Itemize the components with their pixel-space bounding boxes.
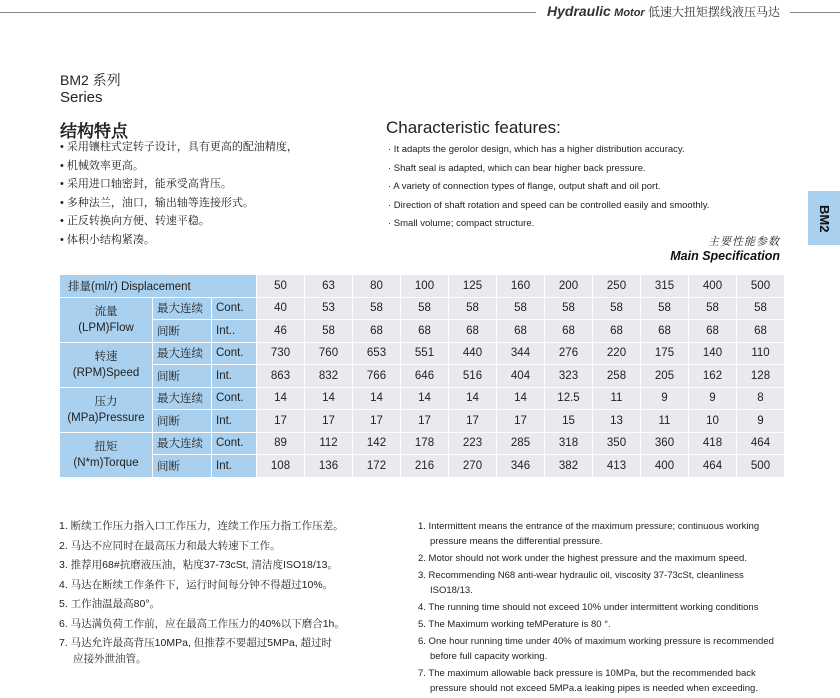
- note-en-item: 1. Intermittent means the entrance of the maximum pressure; continuous working pressure means the differential pressure.: [418, 521, 760, 547]
- condition-cn: 间断: [153, 410, 211, 432]
- feature-en-item: · Shaft seal is adapted, which can bear higher back pressure.: [388, 162, 646, 174]
- spec-row: [60, 455, 784, 477]
- spec-value: 68: [593, 320, 640, 342]
- spec-value: 11: [641, 410, 688, 432]
- spec-value: 766: [353, 365, 400, 387]
- side-tab-label: BM2: [817, 205, 832, 233]
- feature-cn-item: • 正反转换向方便、转速平稳。: [60, 215, 210, 227]
- spec-value: 10: [689, 410, 736, 432]
- note-en-item: 3. Recommending N68 anti-wear hydraulic oil, viscosity 37-73cSt, cleanliness ISO18/13.: [418, 570, 744, 596]
- spec-value: 220: [593, 343, 640, 365]
- series-cn: BM2 系列: [60, 72, 121, 88]
- spec-value: 276: [545, 343, 592, 365]
- spec-value: 653: [353, 343, 400, 365]
- spec-value: 172: [353, 455, 400, 477]
- spec-value: 68: [545, 320, 592, 342]
- spec-value: 500: [737, 455, 784, 477]
- note-cn-item: [59, 518, 345, 534]
- condition-en: Int.: [212, 365, 256, 387]
- spec-value: 9: [641, 388, 688, 410]
- condition-cn: 间断: [153, 365, 211, 387]
- note-cn-line: 3. 推荐用68#抗磨液压油，粘度37-73cSt, 清洁度ISO18/13。: [59, 559, 338, 571]
- series-en: Series: [60, 89, 103, 106]
- spec-value: 9: [737, 410, 784, 432]
- spec-value: 730: [257, 343, 304, 365]
- condition-en: Int..: [212, 320, 256, 342]
- condition-cn: 最大连续: [153, 433, 211, 455]
- note-cn-line: 5. 工作油温最高80°。: [59, 598, 161, 610]
- note-cn-item: [59, 635, 345, 667]
- spec-value: 270: [449, 455, 496, 477]
- spec-value: 58: [305, 320, 352, 342]
- spec-value: 216: [401, 455, 448, 477]
- note-cn-line: 6. 马达满负荷工作前，应在最高工作压力的40%以下磨合1h。: [59, 617, 345, 630]
- spec-value: 162: [689, 365, 736, 387]
- features-cn-list: [60, 139, 298, 250]
- condition-en: Int.: [212, 410, 256, 432]
- notes-en-list: [418, 519, 788, 698]
- spec-value: 382: [545, 455, 592, 477]
- spec-value: 108: [257, 455, 304, 477]
- spec-value: 760: [305, 343, 352, 365]
- feature-en-item: · A variety of connection types of flange, output shaft and oil port.: [388, 181, 661, 192]
- displacement-value: 160: [497, 275, 544, 297]
- spec-value: 14: [401, 388, 448, 410]
- note-cn-item: [59, 577, 345, 593]
- spec-value: 68: [353, 320, 400, 342]
- spec-value: 17: [497, 410, 544, 432]
- displacement-value: 50: [257, 275, 304, 297]
- spec-value: 318: [545, 433, 592, 455]
- group-label: [60, 298, 152, 342]
- spec-value: 58: [641, 298, 688, 320]
- feature-en-item: · It adapts the gerolor design, which has a higher distribution accuracy.: [388, 144, 685, 155]
- spec-heading-en: Main Specification: [670, 249, 780, 263]
- note-cn-line: 1. 断续工作压力指入口工作压力，连续工作压力指工作压差。: [59, 520, 344, 532]
- feature-cn-item: • 机械效率更高。: [60, 159, 144, 172]
- header-brand: Hydraulic: [547, 3, 611, 19]
- condition-cn: 最大连续: [153, 298, 211, 320]
- note-en-item: 4. The running time should not exceed 10% under intermittent working conditions: [418, 602, 759, 613]
- spec-value: 14: [305, 388, 352, 410]
- header-motor: Motor: [614, 7, 645, 19]
- spec-value: 17: [353, 410, 400, 432]
- spec-value: 12.5: [545, 388, 592, 410]
- group-label-en: (MPa)Pressure: [67, 411, 145, 424]
- spec-value: 223: [449, 433, 496, 455]
- spec-value: 58: [545, 298, 592, 320]
- features-cn-title: 结构特点: [60, 122, 128, 141]
- feature-cn-item: • 采用镶柱式定转子设计，具有更高的配油精度，: [60, 141, 298, 153]
- note-cn-line: 7. 马达允许最高背压10MPa, 但推荐不要超过5MPa, 超过时: [59, 637, 333, 649]
- spec-value: 14: [449, 388, 496, 410]
- group-label-cn: 转速: [94, 350, 118, 363]
- feature-cn-item: • 采用进口轴密封，能承受高背压。: [60, 178, 232, 190]
- group-label: [60, 388, 152, 432]
- spec-value: 58: [497, 298, 544, 320]
- note-en-item: 5. The Maximum working teMPerature is 80 °.: [418, 619, 611, 630]
- spec-value: 58: [449, 298, 496, 320]
- spec-value: 58: [593, 298, 640, 320]
- spec-value: 68: [641, 320, 688, 342]
- condition-en: Cont.: [212, 388, 256, 410]
- displacement-value: 315: [641, 275, 688, 297]
- spec-heading-cn: 主要性能参数: [708, 236, 780, 248]
- feature-en-item: · Small volume; compact structure.: [388, 218, 535, 229]
- group-label-en: (RPM)Speed: [72, 366, 140, 379]
- spec-value: 464: [737, 433, 784, 455]
- group-label-cn: 扭矩: [94, 440, 118, 453]
- page-header: [0, 0, 840, 24]
- note-cn-line: 应接外泄油管。: [73, 653, 147, 665]
- spec-value: 404: [497, 365, 544, 387]
- note-cn-line: 4. 马达在断续工作条件下，运行时间每分钟不得超过10%。: [59, 578, 334, 591]
- spec-value: 68: [689, 320, 736, 342]
- features-en-list: [388, 143, 709, 236]
- header-rule-right: [790, 12, 840, 13]
- spec-value: 11: [593, 388, 640, 410]
- spec-value: 258: [593, 365, 640, 387]
- spec-value: 53: [305, 298, 352, 320]
- note-cn-line: 2. 马达不应同时在最高压力和最大转速下工作。: [59, 539, 281, 552]
- spec-row: [60, 298, 784, 320]
- spec-value: 46: [257, 320, 304, 342]
- spec-value: 40: [257, 298, 304, 320]
- displacement-value: 80: [353, 275, 400, 297]
- displacement-value: 200: [545, 275, 592, 297]
- spec-value: 175: [641, 343, 688, 365]
- spec-row: [60, 410, 784, 432]
- spec-value: 8: [737, 388, 784, 410]
- feature-en-item: · Direction of shaft rotation and speed can be controlled easily and smoothly.: [388, 199, 710, 211]
- note-cn-item: [59, 596, 345, 612]
- spec-value: 13: [593, 410, 640, 432]
- note-en-item: 6. One hour running time under 40% of maximum working pressure is recommended before full capacity working.: [418, 636, 774, 662]
- spec-value: 17: [305, 410, 352, 432]
- feature-cn-item: • 体积小结构紧凑。: [60, 233, 155, 246]
- group-label-cn: 流量: [94, 305, 118, 318]
- condition-cn: 间断: [153, 455, 211, 477]
- spec-value: 58: [401, 298, 448, 320]
- spec-row: [60, 388, 784, 410]
- displacement-value: 63: [305, 275, 352, 297]
- group-label: [60, 343, 152, 387]
- spec-value: 646: [401, 365, 448, 387]
- displacement-label: 排量(ml/r) Displacement: [60, 275, 256, 297]
- condition-en: Int.: [212, 455, 256, 477]
- spec-value: 516: [449, 365, 496, 387]
- spec-value: 15: [545, 410, 592, 432]
- spec-row: [60, 320, 784, 342]
- spec-value: 14: [497, 388, 544, 410]
- notes-cn-list: [59, 518, 345, 671]
- spec-value: 68: [497, 320, 544, 342]
- spec-value: 205: [641, 365, 688, 387]
- spec-value: 14: [353, 388, 400, 410]
- spec-value: 400: [641, 455, 688, 477]
- displacement-value: 100: [401, 275, 448, 297]
- spec-value: 360: [641, 433, 688, 455]
- spec-value: 285: [497, 433, 544, 455]
- spec-value: 17: [401, 410, 448, 432]
- spec-value: 832: [305, 365, 352, 387]
- side-tab: [808, 191, 840, 245]
- spec-value: 68: [737, 320, 784, 342]
- spec-row: [60, 433, 784, 455]
- condition-cn: 间断: [153, 320, 211, 342]
- header-title: [547, 3, 780, 20]
- spec-value: 418: [689, 433, 736, 455]
- spec-value: 440: [449, 343, 496, 365]
- spec-value: 128: [737, 365, 784, 387]
- note-en-item: 2. Motor should not work under the highest pressure and the maximum speed.: [418, 553, 747, 564]
- condition-en: Cont.: [212, 298, 256, 320]
- spec-value: 68: [401, 320, 448, 342]
- condition-en: Cont.: [212, 433, 256, 455]
- spec-value: 344: [497, 343, 544, 365]
- spec-value: 14: [257, 388, 304, 410]
- spec-value: 112: [305, 433, 352, 455]
- displacement-row: [60, 275, 784, 297]
- series-title: [60, 72, 121, 106]
- spec-value: 89: [257, 433, 304, 455]
- spec-value: 140: [689, 343, 736, 365]
- spec-value: 178: [401, 433, 448, 455]
- spec-row: [60, 365, 784, 387]
- group-label-en: (N*m)Torque: [73, 456, 139, 469]
- spec-value: 17: [257, 410, 304, 432]
- group-label-cn: 压力: [94, 395, 118, 408]
- header-cn: 低速大扭矩摆线液压马达: [648, 5, 781, 19]
- condition-cn: 最大连续: [153, 388, 211, 410]
- condition-cn: 最大连续: [153, 343, 211, 365]
- feature-cn-item: • 多种法兰，油口，输出轴等连接形式。: [60, 196, 254, 209]
- header-rule-left: [0, 12, 536, 13]
- note-en-item: 7. The maximum allowable back pressure is 10MPa, but the recommended back pressure should not exceed 5MPa.a leaking pipes is needed when exceeding.: [418, 668, 758, 694]
- spec-value: 68: [449, 320, 496, 342]
- spec-value: 110: [737, 343, 784, 365]
- spec-table: [59, 274, 785, 478]
- spec-value: 323: [545, 365, 592, 387]
- spec-value: 58: [689, 298, 736, 320]
- spec-value: 142: [353, 433, 400, 455]
- spec-value: 9: [689, 388, 736, 410]
- condition-en: Cont.: [212, 343, 256, 365]
- spec-value: 58: [737, 298, 784, 320]
- displacement-value: 500: [737, 275, 784, 297]
- spec-row: [60, 343, 784, 365]
- spec-value: 346: [497, 455, 544, 477]
- spec-value: 413: [593, 455, 640, 477]
- displacement-value: 125: [449, 275, 496, 297]
- spec-value: 136: [305, 455, 352, 477]
- displacement-value: 250: [593, 275, 640, 297]
- note-cn-item: [59, 538, 345, 554]
- note-cn-item: [59, 616, 345, 632]
- spec-value: 17: [449, 410, 496, 432]
- note-cn-item: [59, 557, 345, 573]
- spec-value: 58: [353, 298, 400, 320]
- features-en-title: Characteristic features:: [386, 118, 561, 137]
- spec-value: 350: [593, 433, 640, 455]
- group-label: [60, 433, 152, 477]
- displacement-value: 400: [689, 275, 736, 297]
- spec-value: 551: [401, 343, 448, 365]
- group-label-en: (LPM)Flow: [78, 321, 134, 334]
- spec-value: 464: [689, 455, 736, 477]
- spec-value: 863: [257, 365, 304, 387]
